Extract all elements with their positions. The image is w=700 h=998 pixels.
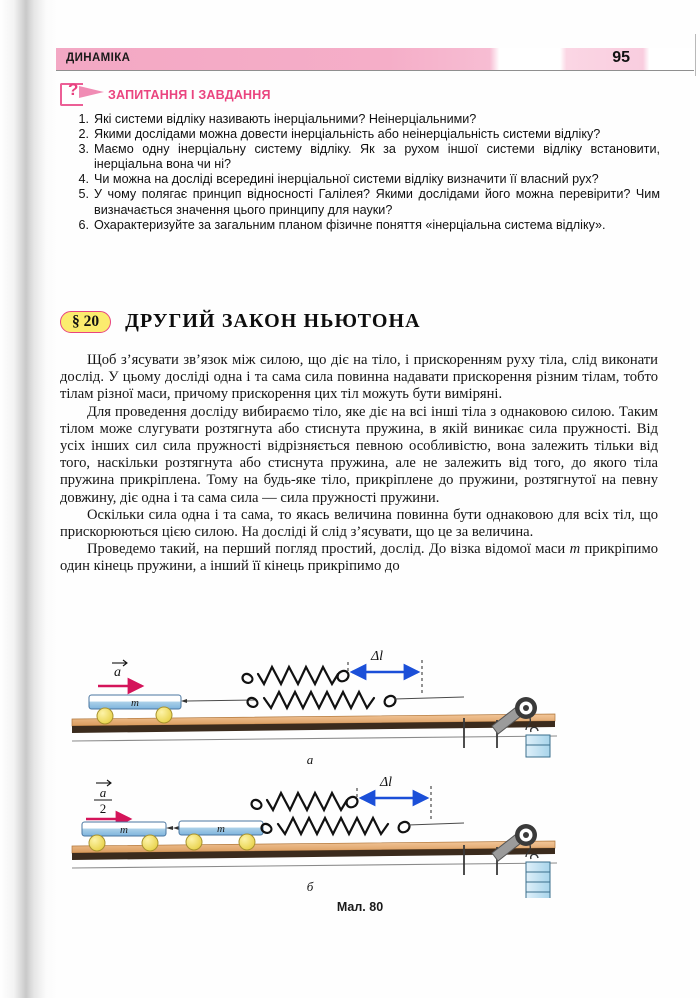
header-band (56, 48, 694, 70)
item-text: У чому полягає принцип відносності Галілея? Якими дослідами його можна перевірити? Чим визначається значення цього принципу для науки? (94, 187, 660, 217)
paragraph: Оскільки сила одна і та сама, то якась величина повинна бути однаковою для всіх тіл, що прискорюються цією силою. На досліді й слід з’ясувати, що це за величина. (60, 506, 658, 541)
item-number: 3. (78, 142, 89, 157)
track-a (72, 714, 557, 748)
chapter-title: ДИНАМІКА (66, 52, 131, 64)
paragraph: Для проведення досліду вибираємо тіло, яке діє на всі інші тіла з однаковою силою. Таким тілом може слугувати розтягнута або стиснута пружина, в якій виникає сила пружності. Від усіх інших сил сила пружності відрізняється певною особливістю, вона залежить тільки від того, наскільки розтягнута або стиснута пружина, але не залежить від того, до якого тіла пружина прикріплена. Тому на будь-яке тіло, прикріплене до пружини, розтягнутої на певну довжину, діє одна і та сама сила — сила пружності пружини. (60, 403, 658, 506)
section-number-badge: § 20 (60, 311, 111, 333)
svg-text:a: a (114, 665, 121, 680)
item-text: Маємо одну інерціальну систему відліку. Як за рухом іншої системи відліку встановити, інерціальна вона чи ні? (94, 142, 660, 172)
list-item (70, 142, 660, 172)
svg-text:a: a (99, 785, 107, 800)
panel-b-label: б (306, 879, 314, 894)
item-number: 4. (78, 172, 89, 187)
item-number: 1. (78, 112, 89, 126)
question-flag-icon (60, 82, 104, 108)
item-number: 6. (78, 217, 89, 232)
delta-l-dimension-a (348, 649, 422, 694)
acceleration-vector-b (86, 780, 130, 819)
figure-svg (60, 648, 660, 898)
acceleration-vector-a (98, 660, 142, 686)
body-text (60, 352, 658, 576)
svg-text:m: m (131, 697, 139, 709)
spring-relaxed-b (252, 793, 358, 810)
spring-stretched-a (248, 692, 396, 708)
paragraph (60, 541, 658, 575)
list-item (70, 218, 660, 233)
item-text: Охарактеризуйте за загальним планом фізичне поняття «інерціальна система відліку». (94, 217, 606, 232)
list-item (70, 172, 660, 187)
mass-variable: m (569, 541, 581, 558)
figure-caption: Мал. 80 (336, 900, 384, 914)
svg-text:Δl: Δl (370, 649, 384, 664)
questions-list (70, 112, 660, 233)
spring-stretched-b (262, 818, 410, 834)
item-text: Чи можна на досліді всередині інерціальної системи відліку визначити її власний рух? (94, 172, 599, 187)
item-number: 5. (78, 187, 89, 202)
list-item (70, 187, 660, 217)
running-head (56, 48, 694, 70)
svg-text:Δl: Δl (379, 775, 393, 790)
item-number: 2. (78, 127, 89, 142)
section-heading (60, 310, 421, 333)
weight-b (526, 854, 550, 898)
figure-panel-b (72, 775, 557, 898)
paragraph-post: прикріпимо один кінець пружини, а інший її кінець прикріпимо до (60, 541, 658, 575)
list-item (70, 127, 660, 142)
svg-text:m: m (120, 824, 128, 836)
flag-arrow (79, 86, 104, 98)
list-item (70, 112, 660, 127)
questions-heading (60, 82, 271, 108)
page-number: 95 (612, 49, 630, 66)
weight-a (526, 727, 550, 757)
section-title: ДРУГИЙ ЗАКОН НЬЮТОНА (125, 310, 421, 332)
questions-title: ЗАПИТАННЯ І ЗАВДАННЯ (108, 88, 271, 102)
item-text: Якими дослідами можна довести інерціальність або неінерціальність системи відліку? (94, 127, 601, 142)
delta-l-dimension-b (357, 775, 431, 820)
question-mark-glyph: ? (68, 80, 79, 99)
paragraph: Щоб з’ясувати зв’язок між силою, що діє на тіло, і прискоренням руху тіла, слід виконати дослід. У цьому досліді одна і та сама сила повинна надавати прискорення різним тілам, тобто тілам різної маси, причому прискорення цих тіл можуть бути виміряні. (60, 352, 658, 403)
svg-text:m: m (217, 823, 225, 835)
page-edge-line (695, 34, 696, 76)
figure-mal-80 (60, 648, 660, 948)
header-rule (56, 70, 694, 71)
spring-relaxed-a (243, 667, 349, 684)
svg-text:2: 2 (99, 801, 107, 816)
paragraph-pre: Проведемо такий, на перший погляд простий, дослід. До візка відомої маси (87, 541, 570, 558)
item-text: Які системи відліку називають інерціальними? Неінерціальними? (94, 112, 477, 126)
panel-a-label: а (306, 752, 314, 767)
figure-panel-a (72, 649, 557, 767)
